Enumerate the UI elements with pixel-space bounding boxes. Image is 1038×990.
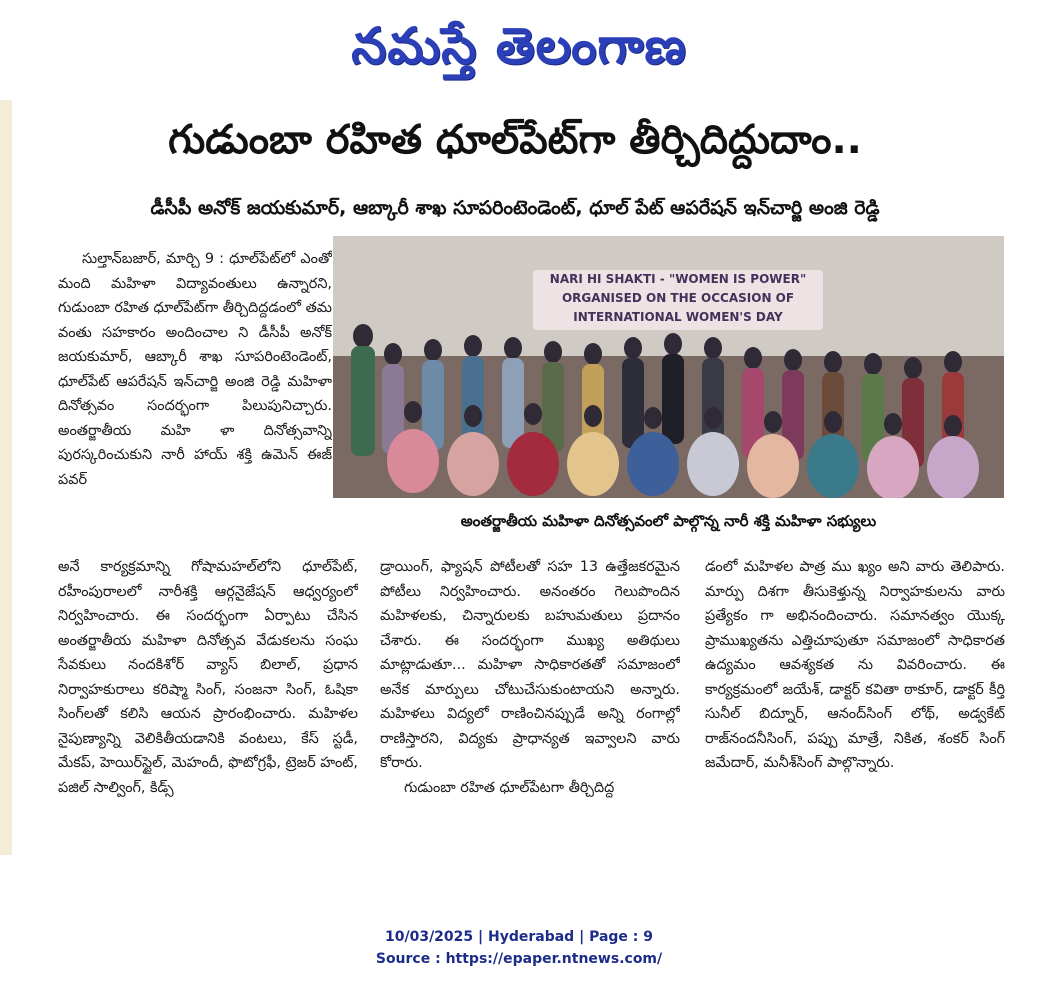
- article-column-2: [380, 555, 680, 855]
- banner-line: NARI HI SHAKTI - "WOMEN IS POWER": [549, 272, 807, 286]
- newspaper-logo: నమస్తే తెలంగాణ: [351, 16, 687, 75]
- footer-date-line: 10/03/2025 | Hyderabad | Page : 9: [384, 929, 654, 945]
- article-column-3: [705, 555, 1005, 855]
- headline: గుడుంబా రహిత ధూల్‌పేట్‌గా తీర్చిదిద్దుదాం..: [168, 117, 862, 163]
- paragraph: సుల్తాన్‌బజార్, మార్చి 9 : ధూల్‌పేట్‌లో ఎంతో మంది మహిళా విద్యావంతులు ఉన్నారని, గుడుంబా రహిత ధూల్‌పేట్‌గా తీర్చిదిద్దడంలో తమ వంతు సహకారం అందించాల ని డీసీపీ అనోక్ జయకుమార్, ఆబ్కారీ శాఖ సూపరింటెండెంట్, ధూల్‌పేట్ ఆపరేషన్ ఇన్‌చార్జి అంజి రెడ్డి మహిళా దినోత్సవం సందర్భంగా పిలుపునిచ్చారు. అంతర్జాతీయ మహి ళా దినోత్సవాన్ని పురస్కరించుకుని నారీ హాయ్ శక్తి ఉమెన్ ఈజ్ పవర్: [58, 251, 332, 488]
- banner-line: ORGANISED ON THE OCCASION OF: [561, 291, 795, 305]
- paragraph: డ్రాయింగ్, ఫ్యాషన్ పోటీలతో సహ 13 ఉత్తేజకరమైన పోటీలు నిర్వహించారు. అనంతరం గెలుపొందిన మహిళలకు, చిన్నారులకు బహుమతులు ప్రదానం చేశారు. ఈ సందర్భంగా ముఖ్య అతిథులు మాట్లాడుతూ... మహిళా సాధికారతతో సమాజంలో అనేక మార్పులు చోటుచేసుకుంటాయని అన్నారు. మహిళలు విద్యలో రాణించినప్పుడే అన్ని రంగాల్లో రాణిస్తారని, విద్యకు ప్రాధాన్యత ఇవ్వాలని వారు కోరారు.: [380, 559, 680, 771]
- paragraph: గుడుంబా రహిత ధూల్‌పేటగా తీర్చిదిద్ద: [404, 779, 615, 796]
- photo-caption: అంతర్జాతీయ మహిళా దినోత్సవంలో పాల్గొన్న నారీ శక్తి మహిళా సభ్యులు: [460, 512, 877, 530]
- footer: [0, 926, 1038, 974]
- event-photo: [333, 236, 1004, 498]
- clip-edge: [0, 100, 12, 855]
- subheadline: డీసీపీ అనోక్ జయకుమార్, ఆబ్కారీ శాఖ సూపరింటెండెంట్, ధూల్ పేట్ ఆపరేషన్ ఇన్‌చార్జి అంజి రెడ్డి: [150, 197, 880, 219]
- footer-source-line[interactable]: Source : https://epaper.ntnews.com/: [375, 951, 663, 967]
- event-banner: [533, 270, 823, 330]
- paragraph: అనే కార్యక్రమాన్ని గోషామహల్‌లోని ధూల్‌పేట్, రహీంపురాలలో నారీశక్తి ఆర్గనైజేషన్ ఆధ్వర్యంలో నిర్వహించారు. ఈ సందర్భంగా ఏర్పాటు చేసిన అంతర్జాతీయ మహిళా దినోత్సవ వేడుకలను సంఘ సేవకులు నందకిశోర్ వ్యాస్ బిలాల్, ప్రధాన నిర్వాహకురాలు కరిష్మా సింగ్, సంజనా సింగ్, ఓషికా సింగ్‌లతో కలిసి ఆయన ప్రారంభించారు. మహిళల నైపుణ్యాన్ని వెలికితీయడానికి వంటలు, కేస్ స్టడీ, మేకప్, హెయిర్‌స్టైల్, మెహందీ, ఫొటోగ్రఫీ, ట్రెజర్ హంట్, పజిల్ సాల్వింగ్, కిడ్స్: [58, 559, 358, 796]
- banner-line: INTERNATIONAL WOMEN'S DAY: [573, 310, 783, 324]
- article-column-1-bottom: [58, 555, 358, 855]
- masthead: [0, 6, 1038, 86]
- paragraph: డంలో మహిళల పాత్ర ము ఖ్యం అని వారు తెలిపారు. మార్పు దిశగా తీసుకెళ్తున్న నిర్వాహకులను వారు ప్రత్యేకం గా అభినందించారు. సమానత్వం యొక్క ప్రాముఖ్యతను ఎత్తిచూపుతూ సమాజంలో సాధికారత ఉద్యమం ఆవశ్యకత ను వివరించారు. ఈ కార్యక్రమంలో జయేశ్, డాక్టర్ కవితా ఠాకూర్, డాక్టర్ కీర్తి సునీల్ బిద్నూర్, ఆనంద్‌సింగ్ లోథ్, అడ్వకేట్ రాజ్‌నందనీసింగ్, పప్పు మాత్రే, నికిత, శంకర్ సింగ్ జమేదార్, మనీశ్‌సింగ్ పాల్గొన్నారు.: [705, 559, 1005, 771]
- article-column-1-top: [58, 247, 332, 567]
